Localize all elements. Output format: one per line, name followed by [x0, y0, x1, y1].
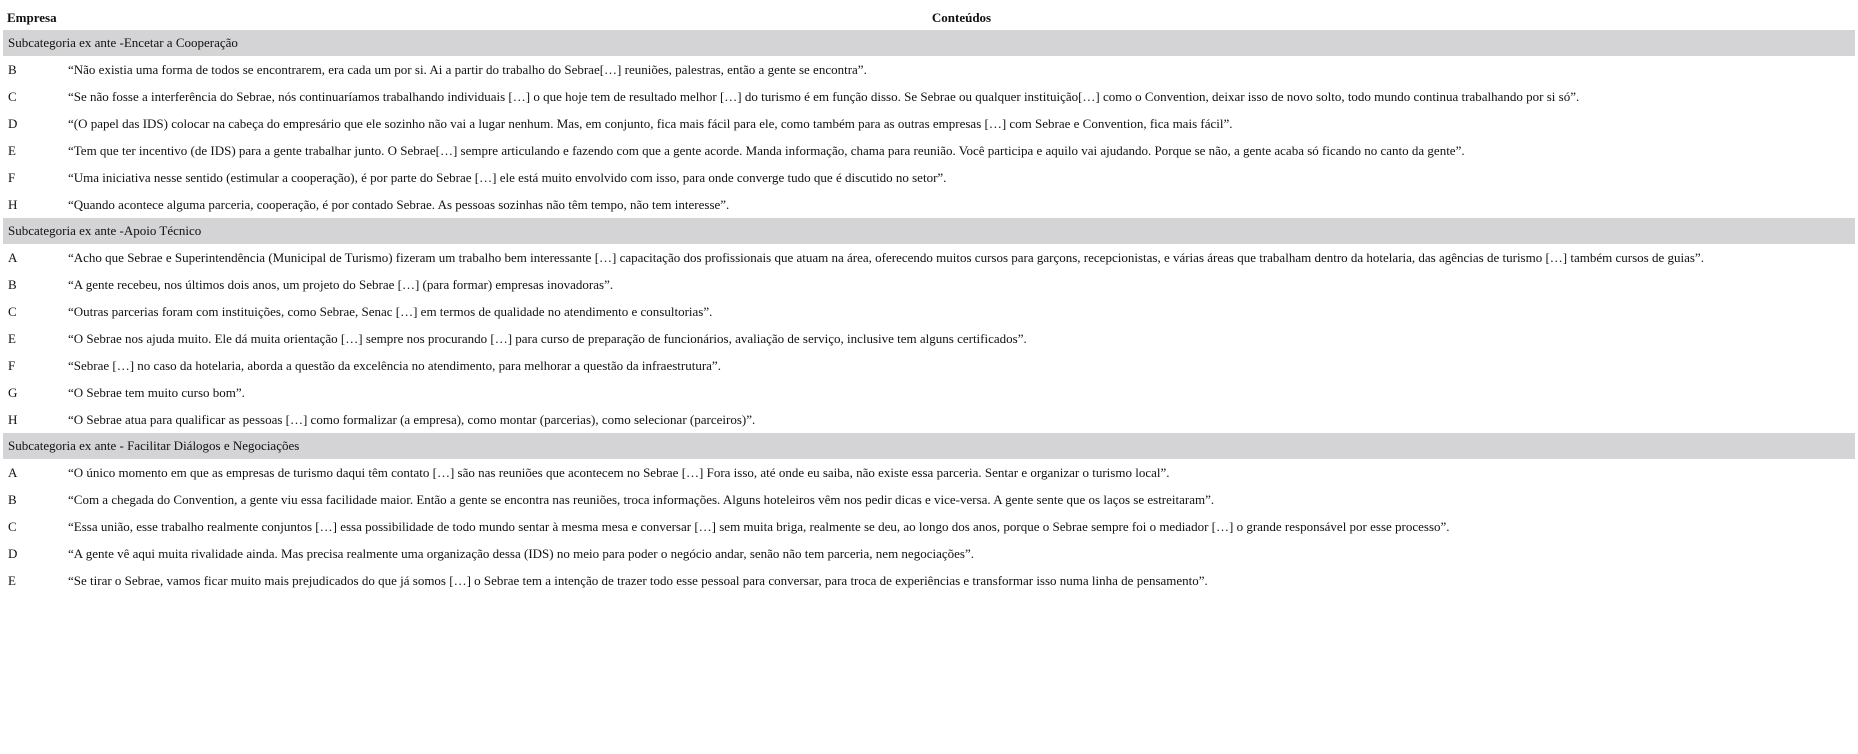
empresa-cell: B	[8, 276, 17, 292]
table-row	[3, 164, 1855, 191]
conteudo-cell: “A gente recebeu, nos últimos dois anos, um projeto do Sebrae […] (para formar) empresas inovadoras”.	[68, 276, 614, 292]
conteudo-cell: “O Sebrae nos ajuda muito. Ele dá muita orientação […] sempre nos procurando […] para curso de preparação de funcionários, avaliação de serviço, inclusive tem alguns certificados”.	[68, 330, 1027, 346]
empresa-cell: F	[8, 357, 16, 373]
empresa-cell: B	[8, 61, 17, 77]
empresa-cell: C	[8, 303, 17, 319]
table-row	[3, 298, 1855, 325]
empresa-cell: E	[8, 572, 16, 588]
conteudo-cell: “O único momento em que as empresas de turismo daqui têm contato […] são nas reuniões que acontecem no Sebrae […] Fora isso, até onde eu saiba, não existe essa parceria. Sentar e organizar o turismo local”.	[68, 464, 1170, 480]
conteudo-cell: “Se tirar o Sebrae, vamos ficar muito mais prejudicados do que já somos […] o Sebrae tem a intenção de trazer todo esse pessoal para conversar, para troca de experiências e transformar isso numa linha de pensamento”.	[68, 572, 1208, 588]
conteudo-cell: “Acho que Sebrae e Superintendência (Municipal de Turismo) fizeram um trabalho bem interessante […] capacitação dos profissionais que atuam na área, oferecendo muitos cursos para garçons, recepcionistas, e várias áreas que trabalham dentro da hotelaria, das agências de turismo […] também cursos de guias”.	[68, 249, 1704, 265]
section-facilitar-dialogos	[3, 433, 1855, 594]
empresa-cell: C	[8, 88, 17, 104]
quotes-table	[3, 6, 1855, 594]
table-row	[3, 191, 1855, 218]
conteudo-cell: “O Sebrae tem muito curso bom”.	[68, 384, 245, 400]
subcategory-row	[3, 218, 1855, 244]
subcategory-row	[3, 30, 1855, 56]
table-row	[3, 110, 1855, 137]
conteudo-cell: “Quando acontece alguma parceria, cooperação, é por contado Sebrae. As pessoas sozinhas não têm tempo, não tem interesse”.	[68, 196, 730, 212]
empresa-cell: B	[8, 491, 17, 507]
conteudo-cell: “Não existia uma forma de todos se encontrarem, era cada um por si. Ai a partir do trabalho do Sebrae[…] reuniões, palestras, então a gente se encontra”.	[68, 61, 867, 77]
header-conteudos: Conteúdos	[931, 10, 992, 25]
conteudo-cell: “Uma iniciativa nesse sentido (estimular a cooperação), é por parte do Sebrae […] ele está muito envolvido com isso, para onde converge tudo que é discutido no setor”.	[68, 169, 947, 185]
empresa-cell: G	[8, 384, 18, 400]
conteudo-cell: “A gente vê aqui muita rivalidade ainda. Mas precisa realmente uma organização dessa (IDS) no meio para poder o negócio andar, senão não tem parceria, nem negociações”.	[68, 545, 974, 561]
subcategory-row	[3, 433, 1855, 459]
table-row	[3, 540, 1855, 567]
subcategory-title: Subcategoria ex ante -Apoio Técnico	[3, 218, 1855, 244]
conteudo-cell: “Tem que ter incentivo (de IDS) para a gente trabalhar junto. O Sebrae[…] sempre articulando e fazendo com que a gente acorde. Manda informação, chama para reunião. Você participa e aquilo vai ajudando. Porque se não, a gente acaba só ficando no canto da gente”.	[68, 142, 1465, 158]
section-encetar-cooperacao	[3, 30, 1855, 218]
table-header-row	[3, 6, 1855, 30]
table-row	[3, 459, 1855, 486]
subcategory-title: Subcategoria ex ante -Encetar a Cooperação	[3, 30, 1855, 56]
table-row	[3, 486, 1855, 513]
empresa-cell: E	[8, 330, 16, 346]
conteudo-cell: “Sebrae […] no caso da hotelaria, aborda a questão da excelência no atendimento, para melhorar a questão da infraestrutura”.	[68, 357, 721, 373]
conteudo-cell: “Se não fosse a interferência do Sebrae, nós continuaríamos trabalhando individuais […] o que hoje tem de resultado melhor […] do turismo é em função disso. Se Sebrae ou qualquer instituição[…] como o Convention, deixar isso de novo solto, todo mundo continua trabalhando por si só”.	[68, 88, 1580, 104]
conteudo-cell: “Com a chegada do Convention, a gente viu essa facilidade maior. Então a gente se encontra nas reuniões, troca informações. Alguns hoteleiros vêm nos pedir dicas e vice-versa. A gente sente que os laços se estreitaram”.	[68, 491, 1215, 507]
section-apoio-tecnico	[3, 218, 1855, 433]
subcategory-title: Subcategoria ex ante - Facilitar Diálogos e Negociações	[3, 433, 1855, 459]
empresa-cell: A	[8, 464, 18, 480]
table-row	[3, 271, 1855, 298]
table-row	[3, 352, 1855, 379]
conteudo-cell: “Essa união, esse trabalho realmente conjuntos […] essa possibilidade de todo mundo sentar à mesma mesa e conversar […] sem muita briga, realmente se deu, ao longo dos anos, porque o Sebrae sempre foi o mediador […] o grande responsável por esse processo”.	[68, 518, 1450, 534]
empresa-cell: H	[8, 196, 18, 212]
empresa-cell: E	[8, 142, 16, 158]
table-row	[3, 379, 1855, 406]
empresa-cell: D	[8, 545, 18, 561]
table-row	[3, 137, 1855, 164]
table-row	[3, 406, 1855, 433]
empresa-cell: D	[8, 115, 18, 131]
conteudo-cell: “O Sebrae atua para qualificar as pessoas […] como formalizar (a empresa), como montar (parcerias), como selecionar (parceiros)”.	[68, 411, 756, 427]
table-row	[3, 513, 1855, 540]
empresa-cell: A	[8, 249, 18, 265]
table-row	[3, 83, 1855, 110]
empresa-cell: F	[8, 169, 16, 185]
table-row	[3, 567, 1855, 594]
empresa-cell: H	[8, 411, 18, 427]
table-row	[3, 244, 1855, 271]
conteudo-cell: “(O papel das IDS) colocar na cabeça do empresário que ele sozinho não vai a lugar nenhum. Mas, em conjunto, fica mais fácil para ele, como também para as outras empresas […] com Sebrae e Convention, fica mais fácil”.	[68, 115, 1233, 131]
header-empresa: Empresa	[7, 10, 57, 25]
table-row	[3, 325, 1855, 352]
empresa-cell: C	[8, 518, 17, 534]
table-row	[3, 56, 1855, 83]
conteudo-cell: “Outras parcerias foram com instituições, como Sebrae, Senac […] em termos de qualidade no atendimento e consultorias”.	[68, 303, 713, 319]
